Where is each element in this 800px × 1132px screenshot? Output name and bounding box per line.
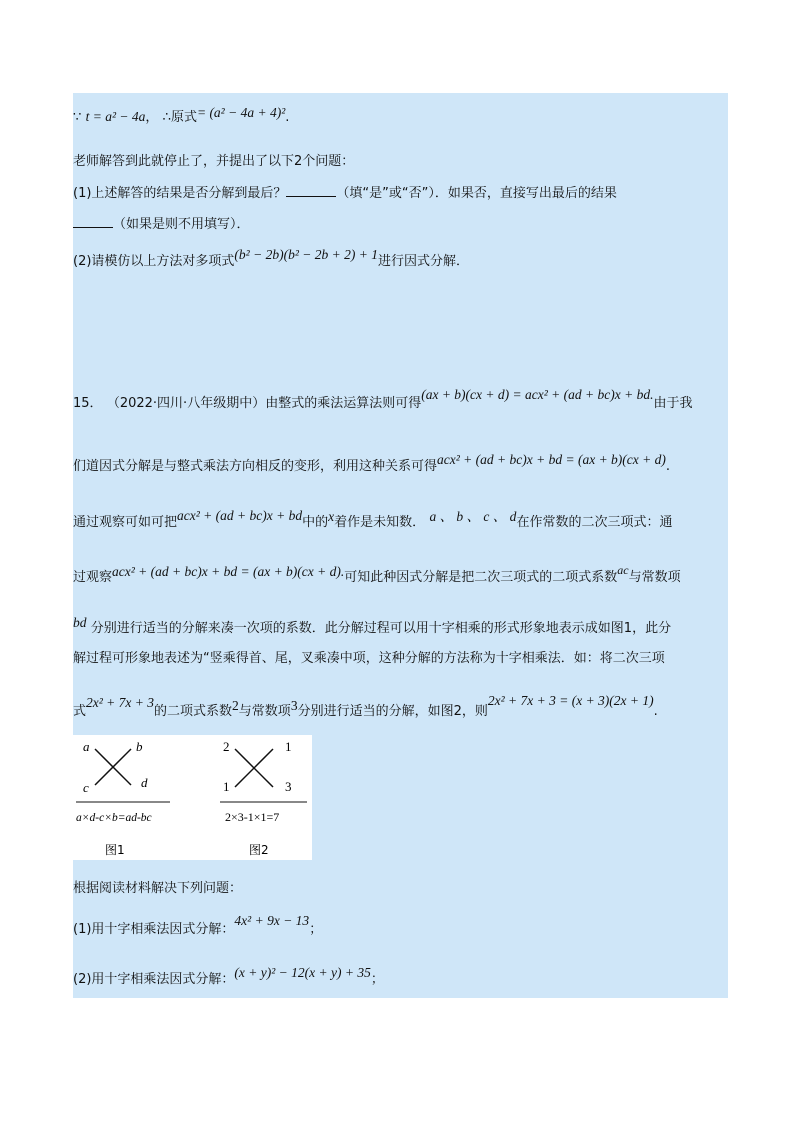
fig2-d: 3 — [285, 779, 292, 794]
coef-bd: bd — [73, 615, 87, 630]
sq2-end: ； — [370, 972, 384, 987]
p15-text-4b: 可知此种因式分解是把二次三项式的二项式系数 — [344, 570, 618, 585]
fig1-a: a — [83, 739, 90, 754]
teacher-line: 老师解答到此就停止了，并提出了以下2个问题： — [73, 154, 355, 169]
subquestion-1 — [73, 913, 323, 937]
q2-tail: 进行因式分解． — [377, 254, 469, 269]
p15-polynomial: 2x² + 7x + 3 — [86, 695, 155, 710]
period: . — [285, 110, 290, 125]
q1-text-a: (1)上述解答的结果是否分解到最后？ — [73, 186, 287, 201]
p15-source: （2022·四川·八年级期中）由整式的乘法运算法则可得 — [106, 396, 422, 411]
q1-text-b: （填“是”或“否”）．如果否，直接写出最后的结果 — [336, 186, 617, 201]
p15-text-3b: 中的 — [302, 515, 329, 530]
p15-factored-example: 2x² + 7x + 3 = (x + 3)(2x + 1) — [487, 693, 654, 708]
fig1-b: b — [136, 739, 143, 754]
figure-1 — [76, 739, 170, 857]
figure-2 — [220, 739, 307, 857]
fig2-a: 2 — [223, 739, 230, 754]
t-definition: t = a² − 4a — [85, 109, 146, 124]
p15-equation-3: acx² + (ad + bc)x + bd — [177, 508, 303, 523]
answer-blank-1[interactable] — [286, 184, 336, 197]
comma: ， — [145, 110, 159, 125]
q2-text: (2)请模仿以上方法对多项式 — [73, 254, 235, 269]
fig1-c: c — [83, 780, 89, 795]
fig2-caption: 图2 — [249, 843, 269, 857]
fig2-formula: 2×3-1×1=7 — [225, 810, 280, 824]
p15-text-1: 由于我 — [653, 396, 693, 411]
p15-dot: . — [665, 459, 671, 474]
since-symbol: ∵ — [73, 110, 82, 125]
p15-line-6: 解过程可形象地表述为“竖乘得首、尾，叉乘凑中项，这种分解的方法称为十字相乘法．如：将二次三项 — [73, 651, 665, 666]
sq1-label: (1)用十字相乘法因式分解： — [73, 922, 235, 937]
coef-ac: ac — [617, 563, 629, 577]
p15-line-7 — [73, 693, 658, 719]
problem-number: 15． — [73, 396, 103, 411]
question-2-line — [73, 247, 469, 269]
sq1-end: ； — [309, 922, 323, 937]
p15-text-7b: 的二项式系数 — [154, 704, 233, 719]
p15-line-1 — [73, 387, 693, 411]
p15-text-5: 分别进行适当的分解来凑一次项的系数．此分解过程可以用十字相乘的形式形象地表示成如图1，此分 — [90, 621, 672, 636]
question-1-line-2 — [73, 213, 250, 232]
sq2-polynomial: (x + y)² − 12(x + y) + 35 — [234, 965, 371, 980]
p15-line-5 — [73, 617, 671, 636]
p15-equation-1: (ax + b)(cx + d) = acx² + (ad + bc)x + bd. — [421, 387, 654, 402]
p15-text-3a: 通过观察可如可把 — [73, 515, 178, 530]
original-expression: = (a² − 4a + 4)² — [196, 105, 286, 120]
p15-line-4 — [73, 563, 681, 585]
p15-text-3d: 在作常数的二次三项式：通 — [516, 515, 673, 530]
p15-equation-2: acx² + (ad + bc)x + bd = (ax + b)(cx + d) — [437, 452, 666, 467]
coef-three: 3 — [290, 698, 298, 713]
p15-text-4a: 过观察 — [73, 570, 113, 585]
sq1-polynomial: 4x² + 9x − 13 — [234, 913, 310, 928]
p15-line-3 — [73, 510, 672, 530]
intro-line — [73, 106, 289, 125]
fig1-formula: a×d-c×b=ad-bc — [76, 812, 152, 824]
p15-equation-4: acx² + (ad + bc)x + bd = (ax + b)(cx + d). — [112, 564, 345, 579]
cross-multiplication-figures — [73, 735, 312, 860]
fig1-d: d — [141, 775, 148, 790]
var-x: x — [328, 509, 335, 524]
answer-blank-2[interactable] — [73, 215, 113, 228]
subquestion-2 — [73, 965, 384, 987]
fig2-c: 1 — [223, 779, 230, 794]
p15-text-7a: 式 — [73, 704, 87, 719]
p15-line-2 — [73, 452, 671, 474]
fig2-b: 1 — [285, 739, 292, 754]
p15-end: . — [653, 704, 658, 719]
figures-svg — [73, 735, 312, 860]
coef-two: 2 — [232, 698, 239, 713]
therefore-original: ∴原式 — [162, 110, 197, 125]
p15-text-7d: 分别进行适当的分解，如图2，则 — [297, 704, 488, 719]
q1-text-c: （如果是则不用填写）． — [113, 217, 250, 232]
q2-polynomial: (b² − 2b)(b² − 2b + 2) + 1 — [234, 247, 378, 262]
fig1-caption: 图1 — [105, 843, 125, 857]
p15-text-2: 们道因式分解是与整式乘法方向相反的变形，利用这种关系可得 — [73, 459, 438, 474]
sq2-label: (2)用十字相乘法因式分解： — [73, 972, 235, 987]
question-1-line — [73, 182, 617, 201]
vars-abcd: a 、 b 、 c 、 d — [429, 509, 517, 524]
solve-line: 根据阅读材料解决下列问题： — [73, 881, 243, 896]
p15-text-7c: 与常数项 — [238, 704, 291, 719]
p15-text-3c: 着作是未知数． — [334, 515, 426, 530]
p15-text-4c: 与常数项 — [628, 570, 681, 585]
